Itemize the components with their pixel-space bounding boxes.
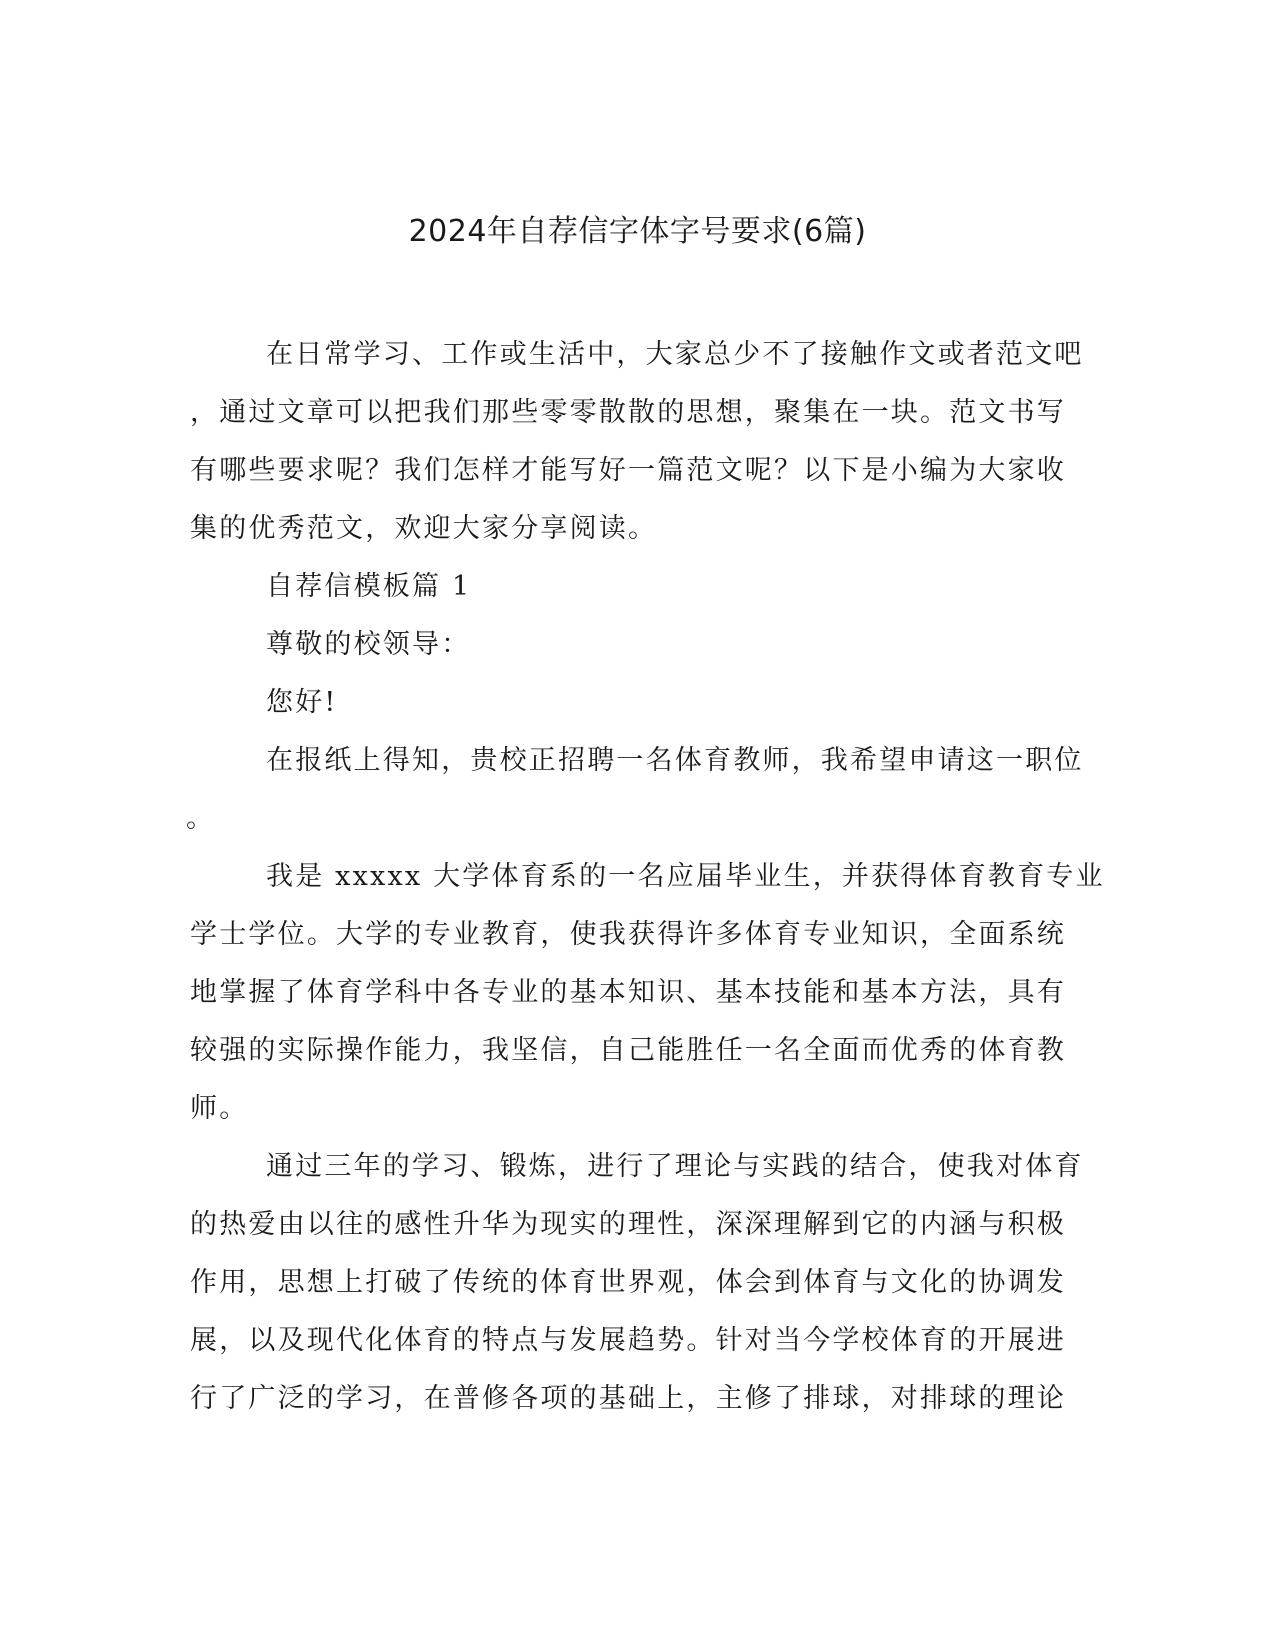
paragraph-line: 展，以及现代化体育的特点与发展趋势。针对当今学校体育的开展进 <box>190 1325 1066 1356</box>
paragraph-line: 师。 <box>190 1093 249 1124</box>
paragraph-line: 。 <box>186 803 216 834</box>
document-title: 2024年自荐信字体字号要求(6篇) <box>408 214 867 249</box>
paragraph-line: 集的优秀范文，欢迎大家分享阅读。 <box>190 513 658 544</box>
section-heading: 自荐信模板篇 1 <box>266 571 472 602</box>
paragraph-line: ，通过文章可以把我们那些零零散散的思想，聚集在一块。范文书写 <box>190 397 1066 428</box>
paragraph-line: 的热爱由以往的感性升华为现实的理性，深深理解到它的内涵与积极 <box>190 1209 1066 1240</box>
paragraph-line: 在日常学习、工作或生活中，大家总少不了接触作文或者范文吧 <box>266 339 1084 370</box>
paragraph-line: 作用，思想上打破了传统的体育世界观，体会到体育与文化的协调发 <box>190 1267 1066 1298</box>
paragraph-line: 有哪些要求呢？我们怎样才能写好一篇范文呢？以下是小编为大家收 <box>190 455 1066 486</box>
paragraph-line: 在报纸上得知，贵校正招聘一名体育教师，我希望申请这一职位 <box>266 745 1084 776</box>
greeting: 您好! <box>266 687 338 718</box>
paragraph-line: 行了广泛的学习，在普修各项的基础上，主修了排球，对排球的理论 <box>190 1383 1066 1414</box>
paragraph-line: 较强的实际操作能力，我坚信，自己能胜任一名全面而优秀的体育教 <box>190 1035 1066 1066</box>
paragraph-line: 地掌握了体育学科中各专业的基本知识、基本技能和基本方法，具有 <box>190 977 1066 1008</box>
paragraph-line: 我是 xxxxx 大学体育系的一名应届毕业生，并获得体育教育专业 <box>266 861 1105 892</box>
paragraph-line: 通过三年的学习、锻炼，进行了理论与实践的结合，使我对体育 <box>266 1151 1084 1182</box>
paragraph-line: 学士学位。大学的专业教育，使我获得许多体育专业知识，全面系统 <box>190 919 1066 950</box>
salutation: 尊敬的校领导： <box>266 629 471 660</box>
